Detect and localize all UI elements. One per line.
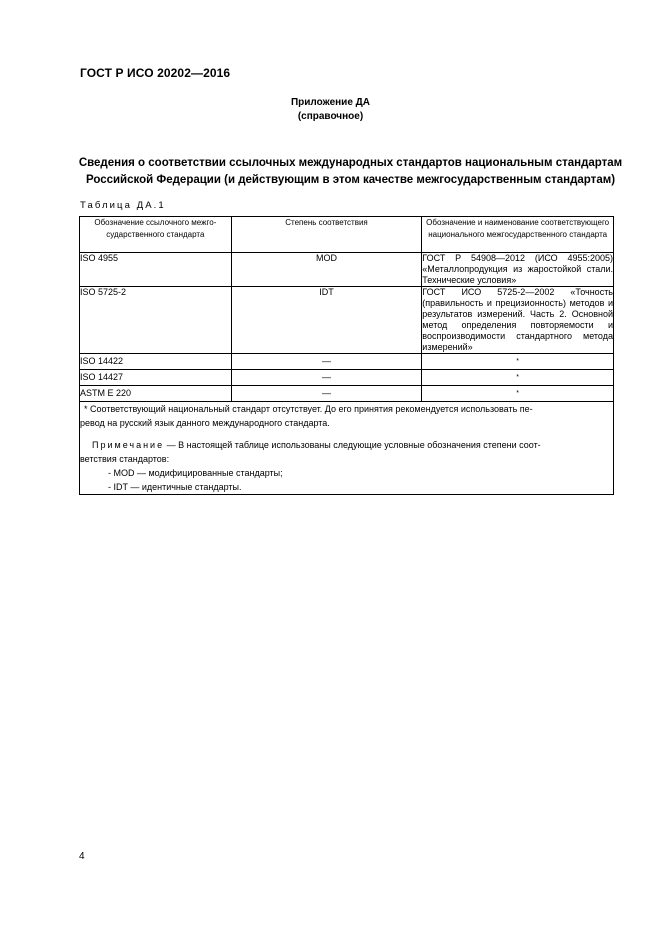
appendix-subtitle: (справочное) [297, 111, 364, 122]
note-line-2: ветствия стандартов: [80, 454, 170, 464]
column-header-reference [80, 217, 232, 253]
heading-line-2: Российской Федерации (и действующим в этом качестве межгосударственным стандартам) [85, 174, 616, 186]
column-header-line: национального межгосударственного стандарта [428, 230, 608, 239]
table-header-row [80, 217, 614, 253]
cell-degree: — [231, 386, 422, 402]
column-header-line: Обозначение и наименование соответствующего [426, 218, 610, 227]
table-row [80, 253, 614, 287]
table-row [80, 386, 614, 402]
footnote-line-1: * Соответствующий национальный стандарт отсутствует. До его принятия рекомендуется использовать пе- [84, 404, 533, 414]
table-row [80, 354, 614, 370]
note-list-item: - IDT — идентичные стандарты. [108, 482, 242, 492]
cell-national: ГОСТ Р 54908—2012 (ИСО 4955:2005) «Металлопродукция из жаростойкой стали. Технические условия» [422, 253, 613, 285]
table-footnote [80, 402, 614, 495]
column-header-line: сударственного стандарта [106, 230, 205, 239]
cell-degree: IDT [231, 287, 422, 354]
cell-national: * [422, 386, 614, 402]
cell-code: ISO 14422 [80, 354, 232, 370]
table-row [80, 287, 614, 354]
table-caption: Таблица ДА.1 [80, 200, 166, 211]
page-number: 4 [79, 851, 85, 862]
note-label: Примечание [92, 440, 165, 450]
column-header-national [422, 217, 614, 253]
cell-code: ISO 4955 [80, 253, 232, 287]
note-list-item: - MOD — модифицированные стандарты; [108, 468, 283, 478]
table-row [80, 370, 614, 386]
column-header-degree [231, 217, 422, 253]
column-header-line: Обозначение ссылочного межго- [94, 218, 217, 227]
cell-national: * [422, 370, 614, 386]
cell-degree: MOD [231, 253, 422, 287]
document-code: ГОСТ Р ИСО 20202—2016 [80, 66, 231, 80]
table-footer-row [80, 402, 614, 495]
cell-code: ASTM E 220 [80, 386, 232, 402]
column-header-line: Степень соответствия [285, 218, 368, 227]
note-text: — В настоящей таблице использованы следующие условные обозначения степени соот- [164, 440, 541, 450]
cell-degree: — [231, 354, 422, 370]
cell-national: * [422, 354, 614, 370]
cell-code: ISO 14427 [80, 370, 232, 386]
section-heading [60, 155, 641, 189]
cell-degree: — [231, 370, 422, 386]
heading-line-1: Сведения о соответствии ссылочных международных стандартов национальным стандартам [78, 157, 623, 169]
note-line-1 [80, 438, 613, 452]
footnote-line-2: ревод на русский язык данного международного стандарта. [80, 418, 330, 428]
cell-code: ISO 5725-2 [80, 287, 232, 354]
correspondence-table [79, 216, 614, 495]
cell-national: ГОСТ ИСО 5725-2—2002 «Точность (правильность и прецизионность) методов и результатов измерений. Часть 2. Основной метод определения повторяемости и воспроизводимости стандартного метода измерений» [422, 287, 613, 352]
appendix-title: Приложение ДА [290, 97, 371, 108]
